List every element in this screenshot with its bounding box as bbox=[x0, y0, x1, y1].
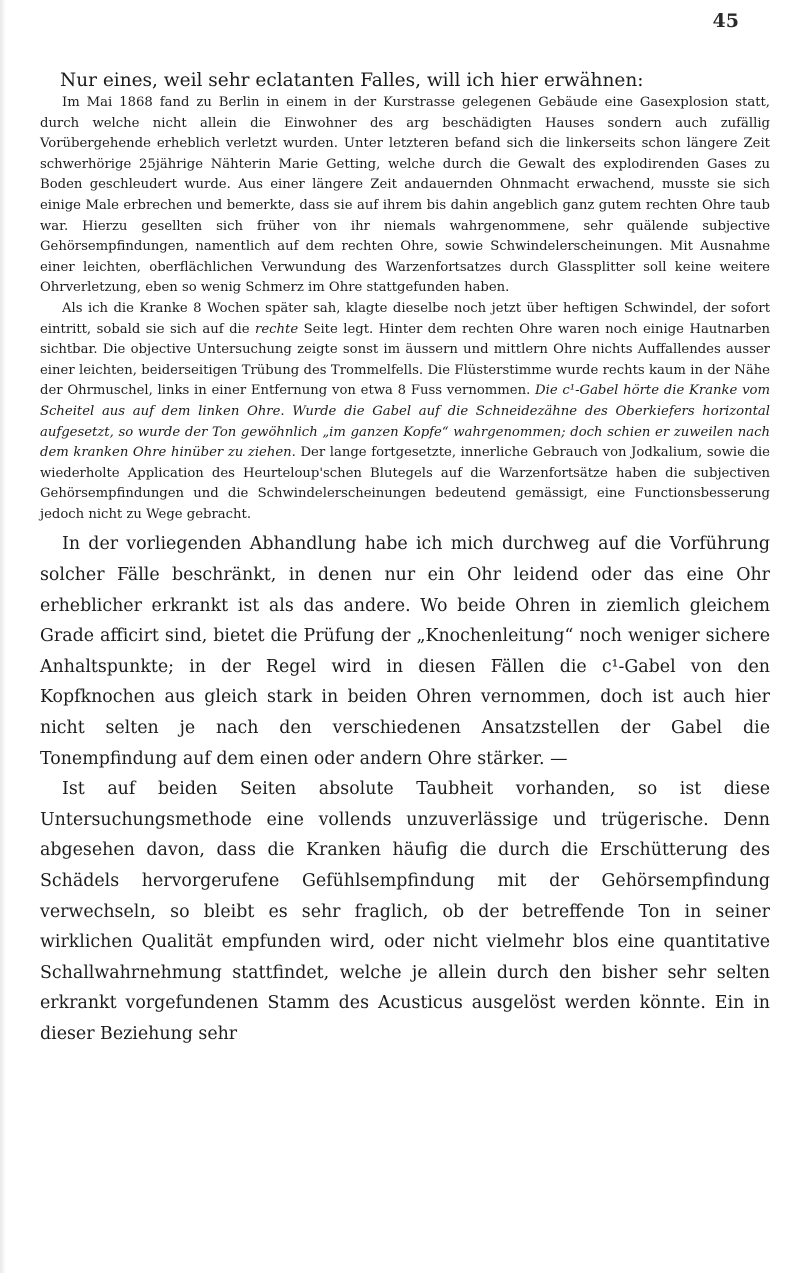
main-paragraph-2: Ist auf beiden Seiten absolute Taubheit vorhanden, so ist diese Untersuchungsmethode eine vollends unzuverlässige und trügerische. Denn abgesehen davon, dass die Kranken häufig die durch die Erschütterung des Schädels hervorgerufene Gefühlsempfindung mit der Gehörsempfindung verwechseln, so bleibt es sehr fraglich, ob der betreffende Ton in seiner wirklichen Qualität empfunden wird, oder nicht vielmehr blos eine quantitative Schallwahrnehmung stattfindet, welche je allein durch den bisher sehr selten erkrankt vorgefundenen Stamm des Acusticus ausgelöst werden könnte. Ein in dieser Beziehung sehr bbox=[40, 779, 770, 1044]
lead-sentence: Nur eines, weil sehr eclatanten Falles, will ich hier erwähnen: bbox=[60, 70, 644, 91]
case-report-text-2: Seite legt. Hinter dem rechten Ohre waren noch einige Hautnarben sichtbar. Die objective Untersuchung zeigte sonst im äussern und mittlern Ohre nichts Auffallendes ausser einer leichten, beiderseitigen Trübung des Trommelfells. Die Flüsterstimme wurde rechts kaum in der Nähe der Ohrmuschel, links in einer Entfernung von etwa 8 Fuss vernommen. bbox=[40, 321, 770, 399]
main-paragraph-1: In der vorliegenden Abhandlung habe ich mich durchweg auf die Vorführung solcher Fälle beschränkt, in denen nur ein Ohr leidend oder das eine Ohr erheblicher erkrankt ist als das andere. Wo beide Ohren in ziemlich gleichem Grade afficirt sind, bietet die Prüfung der „Knochenleitung“ noch weniger sichere Anhaltspunkte; in der Regel wird in diesen Fällen die c¹-Gabel von den Kopfknochen aus gleich stark in beiden Ohren vernommen, doch ist auch hier nicht selten je nach den verschiedenen Ansatzstellen der Gabel die Tonempfindung auf dem einen oder andern Ohre stärker. — bbox=[40, 534, 770, 769]
case-report-paragraph-2 bbox=[40, 299, 770, 526]
case-report-paragraph-1: Im Mai 1868 fand zu Berlin in einem in der Kurstrasse gelegenen Gebäude eine Gasexplosion statt, durch welche nicht allein die Einwohner des arg beschädigten Hauses sondern auch zufällig Vorübergehende erheblich verletzt wurden. Unter letzteren befand sich die linkerseits schon längere Zeit schwerhörige 25jährige Nähterin Marie Getting, welche durch die Gewalt des explodirenden Gases zu Boden geschleudert wurde. Aus einer längere Zeit andauernden Ohnmacht erwachend, musste sie sich einige Male erbrechen und bemerkte, dass sie auf ihrem bis dahin angeblich ganz gutem rechten Ohre taub war. Hierzu gesellten sich früher von ihr niemals wahrgenommene, sehr quälende subjective Gehörsempfindungen, namentlich auf dem rechten Ohre, sowie Schwindelerscheinungen. Mit Ausnahme einer leichten, oberflächlichen Verwundung des Warzenfortsatzes durch Glassplitter soll keine weitere Ohrverletzung, eben so wenig Schmerz im Ohre stattgefunden haben. bbox=[40, 95, 770, 296]
binding-shadow bbox=[0, 0, 6, 1273]
page-number: 45 bbox=[712, 10, 739, 32]
case-report-text-1: Als ich die Kranke 8 Wochen später sah, klagte dieselbe noch jetzt über heftigen Schwindel, der sofort eintritt, sobald sie sich auf die bbox=[40, 300, 770, 337]
body-text bbox=[40, 68, 770, 1050]
case-report-text-3: Der lange fortgesetzte, innerliche Gebrauch von Jodkalium, sowie die wiederholte Application des Heurteloup'schen Blutegels auf die Warzenfortsätze haben die subjectiven Gehörsempfindungen und die Schwindelerscheinungen bedeutend gemässigt, eine Functionsbesserung jedoch nicht zu Wege gebracht. bbox=[40, 445, 770, 522]
case-report-emphasis-tuning-fork: Die c¹-Gabel hörte die Kranke vom Scheitel aus auf dem linken Ohre. Wurde die Gabel auf die Schneidezähne des Oberkiefers horizontal aufgesetzt, so wurde der Ton gewöhnlich „im ganzen Kopfe“ wahrgenommen; doch schien er zuweilen nach dem kranken Ohre hinüber zu ziehen. bbox=[40, 383, 770, 461]
case-report-emphasis-rechte: rechte bbox=[255, 321, 299, 337]
